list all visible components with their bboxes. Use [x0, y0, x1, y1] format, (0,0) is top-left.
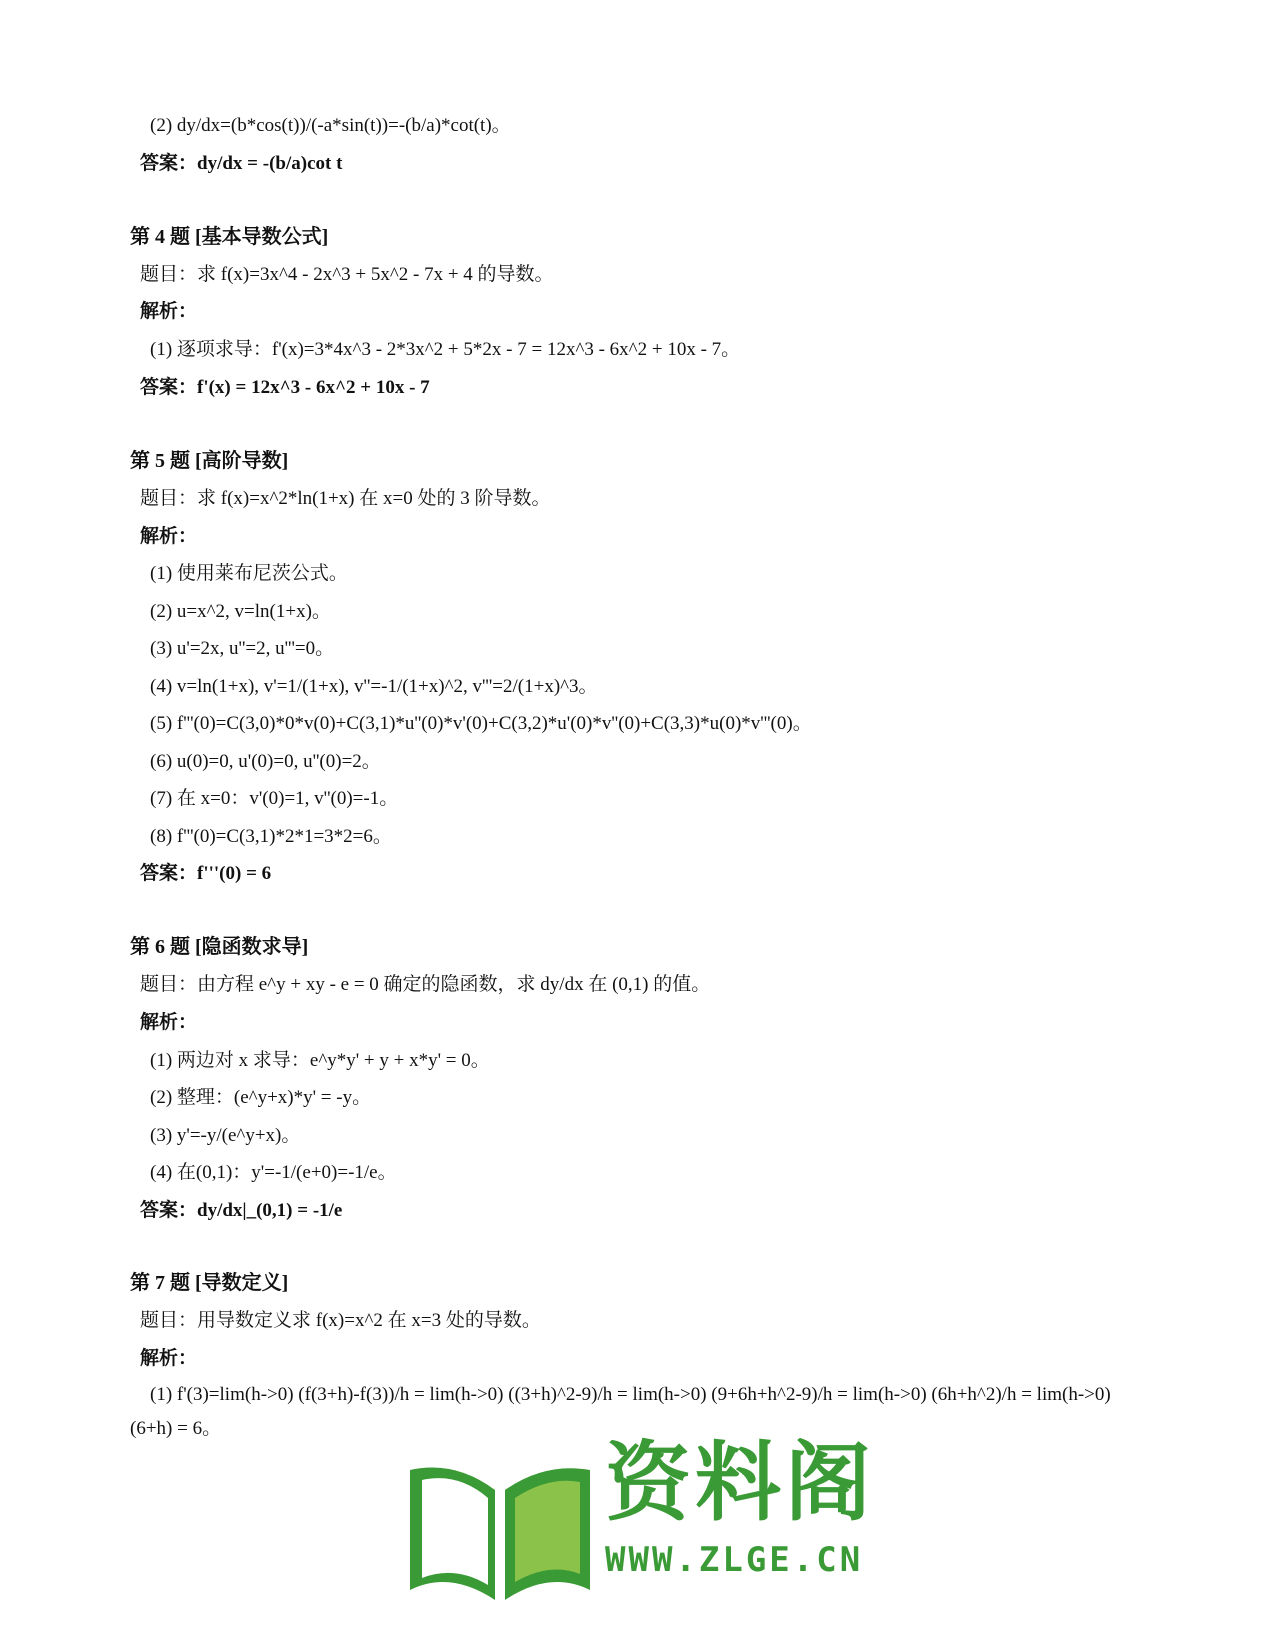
answer: 答案：dy/dx|_(0,1) = -1/e — [140, 1200, 343, 1221]
solution-step: (2) dy/dx=(b*cos(t))/(-a*sin(t))=-(b/a)*cot(t)。 — [150, 115, 511, 136]
solution-step: (1) 逐项求导：f'(x)=3*4x^3 - 2*3x^2 + 5*2x - 7 = 12x^3 - 6x^2 + 10x - 7。 — [150, 339, 741, 360]
answer: 答案：f'(x) = 12x^3 - 6x^2 + 10x - 7 — [140, 377, 430, 398]
solution-step: (1) 使用莱布尼茨公式。 — [150, 563, 348, 584]
watermark-url: WWW.ZLGE.CN — [605, 1540, 864, 1580]
question-text: 题目：用导数定义求 f(x)=x^2 在 x=3 处的导数。 — [140, 1310, 541, 1331]
watermark-name: 资料阁 — [605, 1433, 875, 1533]
solution-step: (1) 两边对 x 求导：e^y*y' + y + x*y' = 0。 — [150, 1050, 490, 1071]
question-heading: 第 6 题 [隐函数求导] — [130, 936, 309, 958]
solution-step: (3) y'=-y/(e^y+x)。 — [150, 1125, 301, 1146]
solution-step: (5) f'''(0)=C(3,0)*0*v(0)+C(3,1)*u''(0)*v'(0)+C(3,2)*u'(0)*v''(0)+C(3,3)*u(0)*v'''(0)。 — [150, 713, 812, 734]
analysis-label: 解析： — [140, 301, 198, 322]
solution-step: (7) 在 x=0：v'(0)=1, v''(0)=-1。 — [150, 788, 399, 809]
solution-step: (2) u=x^2, v=ln(1+x)。 — [150, 601, 331, 622]
watermark — [400, 1433, 880, 1610]
analysis-label: 解析： — [140, 1348, 198, 1369]
question-heading: 第 5 题 [高阶导数] — [130, 450, 289, 472]
solution-step: (8) f'''(0)=C(3,1)*2*1=3*2=6。 — [150, 826, 392, 847]
solution-step: (3) u'=2x, u''=2, u'''=0。 — [150, 638, 335, 659]
solution-step: (4) 在(0,1)：y'=-1/(e+0)=-1/e。 — [150, 1162, 397, 1183]
question-text: 题目：求 f(x)=x^2*ln(1+x) 在 x=0 处的 3 阶导数。 — [140, 488, 551, 509]
answer: 答案：dy/dx = -(b/a)cot t — [140, 153, 343, 174]
question-heading: 第 4 题 [基本导数公式] — [130, 226, 329, 248]
answer: 答案：f'''(0) = 6 — [140, 863, 272, 884]
solution-step: (4) v=ln(1+x), v'=1/(1+x), v''=-1/(1+x)^2, v'''=2/(1+x)^3。 — [150, 676, 598, 697]
solution-step: (1) f'(3)=lim(h->0) (f(3+h)-f(3))/h = lim(h->0) ((3+h)^2-9)/h = lim(h->0) (9+6h+h^2-9)/h = lim(h->0) (6h+h^2)/h = lim(h->0) (6+h) = 6。 — [130, 1384, 1111, 1439]
analysis-label: 解析： — [140, 1012, 198, 1033]
book-logo-icon — [400, 1440, 600, 1610]
solution-step: (2) 整理：(e^y+x)*y' = -y。 — [150, 1087, 372, 1108]
question-text: 题目：由方程 e^y + xy - e = 0 确定的隐函数，求 dy/dx 在 (0,1) 的值。 — [140, 974, 711, 995]
question-text: 题目：求 f(x)=3x^4 - 2x^3 + 5x^2 - 7x + 4 的导数。 — [140, 264, 554, 285]
solution-step: (6) u(0)=0, u'(0)=0, u''(0)=2。 — [150, 751, 381, 772]
question-heading: 第 7 题 [导数定义] — [130, 1272, 289, 1294]
analysis-label: 解析： — [140, 526, 198, 547]
